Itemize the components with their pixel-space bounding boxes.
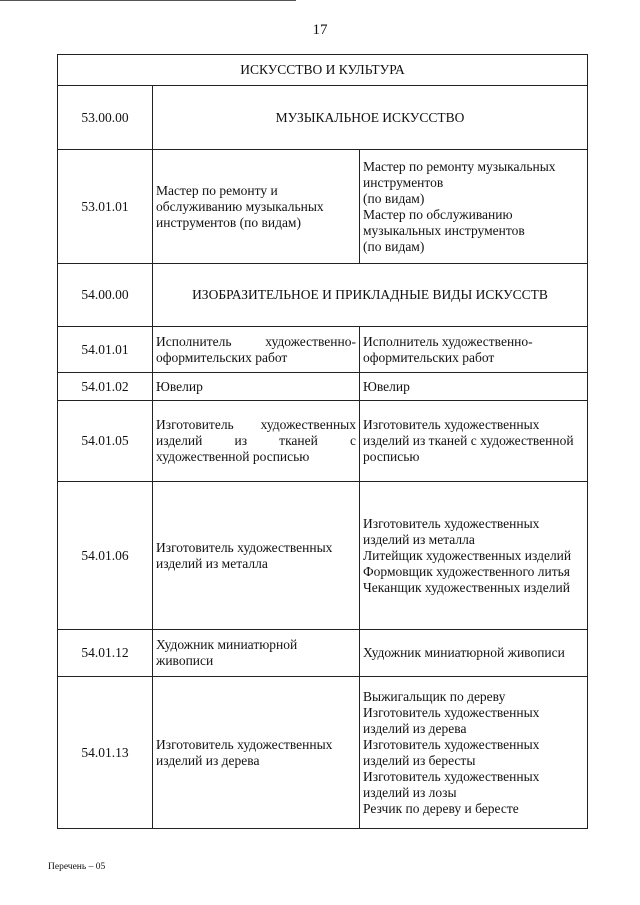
qualification-item: Литейщик художественных изделий xyxy=(363,547,572,563)
table-row xyxy=(58,482,588,630)
qualification-cell xyxy=(360,401,588,482)
document-footer: Перечень – 05 xyxy=(48,862,106,872)
qualification-cell xyxy=(360,677,588,829)
profession-code: 54.01.06 xyxy=(58,482,153,630)
top-rule xyxy=(0,0,296,1)
qualification-cell xyxy=(360,150,588,264)
profession-name: Исполнитель художественно-оформительских работ xyxy=(153,327,360,373)
table-row xyxy=(58,677,588,829)
profession-code: 54.01.02 xyxy=(58,373,153,401)
profession-name: Ювелир xyxy=(153,373,360,401)
group-title: МУЗЫКАЛЬНОЕ ИСКУССТВО xyxy=(153,86,588,150)
qualification-item: Формовщик художественного литья xyxy=(363,563,571,579)
profession-code: 54.01.12 xyxy=(58,630,153,677)
profession-code: 54.01.13 xyxy=(58,677,153,829)
group-row xyxy=(58,264,588,327)
group-code: 53.00.00 xyxy=(58,86,153,150)
section-title: ИСКУССТВО И КУЛЬТУРА xyxy=(58,55,588,86)
qualification-item: Изготовитель художественных изделий из тканей с художественной росписью xyxy=(363,417,574,464)
profession-code: 54.01.01 xyxy=(58,327,153,373)
profession-name: Изготовитель художественных изделий из металла xyxy=(153,482,360,630)
qualification-cell xyxy=(360,482,588,630)
qualification-item: Художник миниатюрной живописи xyxy=(363,645,565,660)
table-row xyxy=(58,373,588,401)
qualification-item: Мастер по ремонту музыкальных инструментов xyxy=(363,158,556,190)
qualification-item: Выжигальщик по дереву xyxy=(363,688,506,704)
qualification-item: Резчик по дереву и бересте xyxy=(363,800,519,816)
profession-name: Изготовитель художественных изделий из дерева xyxy=(153,677,360,829)
profession-name: Мастер по ремонту и обслуживанию музыкальных инструментов (по видам) xyxy=(153,150,360,264)
professions-table xyxy=(57,54,588,829)
qualification-item: (по видам) xyxy=(363,238,425,254)
qualification-item: Изготовитель художественных изделий из бересты xyxy=(363,736,540,768)
qualification-cell xyxy=(360,327,588,373)
group-title: ИЗОБРАЗИТЕЛЬНОЕ И ПРИКЛАДНЫЕ ВИДЫ ИСКУССТВ xyxy=(153,264,588,327)
qualification-item: Ювелир xyxy=(363,378,410,394)
table-row xyxy=(58,327,588,373)
profession-code: 54.01.05 xyxy=(58,401,153,482)
qualification-item: Исполнитель художественно-оформительских работ xyxy=(363,333,533,365)
profession-code: 53.01.01 xyxy=(58,150,153,264)
group-row xyxy=(58,86,588,150)
qualification-item: Мастер по обслуживанию музыкальных инструментов xyxy=(363,206,525,238)
group-code: 54.00.00 xyxy=(58,264,153,327)
profession-name: Изготовитель художественных изделий из тканей с художественной росписью xyxy=(153,401,360,482)
profession-name: Художник миниатюрной живописи xyxy=(153,630,360,677)
table-row xyxy=(58,150,588,264)
page-number: 17 xyxy=(312,22,328,38)
qualification-cell xyxy=(360,373,588,401)
qualification-cell xyxy=(360,630,588,677)
table-row xyxy=(58,401,588,482)
qualification-item: Изготовитель художественных изделий из дерева xyxy=(363,704,540,736)
qualification-item: Изготовитель художественных изделий из лозы xyxy=(363,768,540,800)
section-header-row xyxy=(58,55,588,86)
qualification-item: Изготовитель художественных изделий из металла xyxy=(363,515,540,547)
qualification-item: Чеканщик художественных изделий xyxy=(363,579,570,595)
table-row xyxy=(58,630,588,677)
qualification-item: (по видам) xyxy=(363,190,425,206)
